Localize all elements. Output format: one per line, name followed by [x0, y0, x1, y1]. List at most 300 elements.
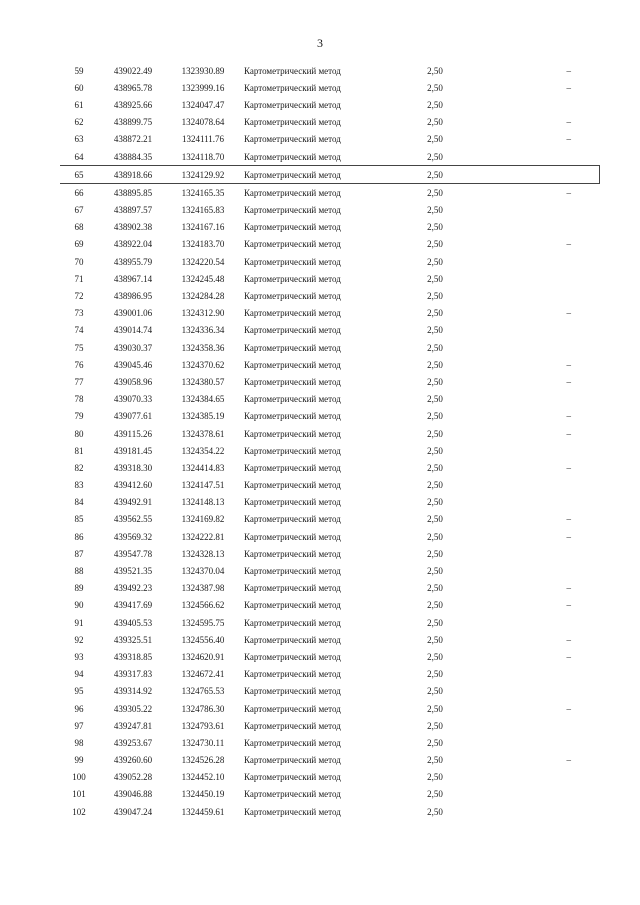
precision-cell: 2,50	[427, 462, 443, 473]
method-cell: Картометрический метод	[244, 325, 341, 336]
coordinate-y: 1324566.62	[181, 600, 225, 611]
coordinate-y: 1324414.83	[181, 462, 225, 473]
note-cell	[466, 769, 599, 786]
precision-cell: 2,50	[427, 772, 443, 783]
point-number: 64	[74, 151, 84, 162]
precision-cell: 2,50	[427, 755, 443, 766]
method-cell: Картометрический метод	[244, 239, 341, 250]
note-cell	[466, 287, 599, 304]
note-cell	[466, 253, 599, 270]
precision-cell: 2,50	[427, 806, 443, 817]
coordinate-x: 439569.32	[113, 531, 153, 542]
point-number: 60	[74, 82, 84, 93]
coordinate-x: 439492.91	[113, 497, 153, 508]
coordinate-y: 1324370.04	[181, 566, 225, 577]
note-cell	[466, 339, 599, 356]
coordinate-x: 439317.83	[113, 669, 153, 680]
precision-cell: 2,50	[427, 600, 443, 611]
note-cell	[466, 683, 599, 700]
coordinate-y: 1324284.28	[181, 291, 225, 302]
method-cell: Картометрический метод	[244, 617, 341, 628]
coordinate-x: 439314.92	[113, 686, 153, 697]
table-row	[60, 270, 599, 287]
coordinate-x: 439562.55	[113, 514, 153, 525]
method-cell: Картометрический метод	[244, 651, 341, 662]
coordinate-x: 438902.38	[113, 222, 153, 233]
point-number: 68	[74, 222, 84, 233]
coordinate-x: 439115.26	[114, 428, 152, 439]
note-cell: –	[566, 82, 571, 93]
note-cell	[466, 322, 599, 339]
coordinate-x: 439046.88	[113, 789, 153, 800]
table-row	[60, 287, 599, 304]
method-cell: Картометрический метод	[244, 205, 341, 216]
coordinate-x: 439247.81	[113, 720, 153, 731]
coordinate-y: 1324378.61	[181, 428, 225, 439]
coordinate-y: 1324147.51	[181, 480, 225, 491]
note-cell	[466, 717, 599, 734]
coordinate-y: 1324222.81	[181, 531, 225, 542]
coordinate-x: 438965.78	[113, 82, 153, 93]
table-row	[60, 752, 599, 769]
precision-cell: 2,50	[427, 583, 443, 594]
table-row	[60, 769, 599, 786]
table-row	[60, 62, 599, 79]
coordinate-y: 1324380.57	[181, 376, 225, 387]
note-cell: –	[566, 134, 571, 145]
coordinate-y: 1323930.89	[181, 65, 225, 76]
coordinates-table	[60, 62, 600, 820]
coordinate-y: 1324450.19	[181, 789, 225, 800]
note-cell	[466, 202, 599, 219]
table-row	[60, 305, 599, 322]
coordinates-table-body	[60, 62, 599, 820]
method-cell: Картометрический метод	[244, 99, 341, 110]
table-row	[60, 408, 599, 425]
coordinate-x: 439077.61	[113, 411, 153, 422]
table-row	[60, 580, 599, 597]
note-cell: –	[566, 411, 571, 422]
precision-cell: 2,50	[427, 514, 443, 525]
precision-cell: 2,50	[427, 325, 443, 336]
coordinate-x: 438899.75	[113, 117, 153, 128]
method-cell: Картометрический метод	[244, 703, 341, 714]
coordinate-y: 1324354.22	[181, 445, 225, 456]
coordinate-y: 1324595.75	[181, 617, 225, 628]
note-cell: –	[566, 703, 571, 714]
method-cell: Картометрический метод	[244, 583, 341, 594]
note-cell: –	[566, 187, 571, 198]
note-cell	[466, 666, 599, 683]
table-row	[60, 442, 599, 459]
point-number: 87	[74, 548, 84, 559]
note-cell	[466, 442, 599, 459]
point-number: 102	[72, 806, 86, 817]
coordinate-x: 439260.60	[113, 755, 153, 766]
method-cell: Картометрический метод	[244, 514, 341, 525]
point-number: 93	[74, 651, 84, 662]
note-cell	[466, 494, 599, 511]
method-cell: Картометрический метод	[244, 686, 341, 697]
method-cell: Картометрический метод	[244, 566, 341, 577]
coordinate-x: 438955.79	[113, 256, 153, 267]
coordinate-x: 439547.78	[113, 548, 153, 559]
method-cell: Картометрический метод	[244, 151, 341, 162]
table-row	[60, 494, 599, 511]
precision-cell: 2,50	[427, 134, 443, 145]
precision-cell: 2,50	[427, 239, 443, 250]
method-cell: Картометрический метод	[244, 134, 341, 145]
table-row	[60, 477, 599, 494]
note-cell	[466, 477, 599, 494]
coordinate-y: 1324387.98	[181, 583, 225, 594]
coordinate-x: 439417.69	[113, 600, 153, 611]
point-number: 97	[74, 720, 84, 731]
point-number: 92	[74, 634, 84, 645]
coordinate-y: 1324167.16	[181, 222, 225, 233]
method-cell: Картометрический метод	[244, 394, 341, 405]
coordinate-y: 1324526.28	[181, 755, 225, 766]
coordinate-x: 439058.96	[113, 376, 153, 387]
coordinate-y: 1324385.19	[181, 411, 225, 422]
table-row	[60, 166, 599, 184]
table-row	[60, 717, 599, 734]
point-number: 67	[74, 205, 84, 216]
coordinate-y: 1324765.53	[181, 686, 225, 697]
precision-cell: 2,50	[427, 531, 443, 542]
table-row	[60, 511, 599, 528]
point-number: 80	[74, 428, 84, 439]
coordinate-x: 439325.51	[113, 634, 153, 645]
coordinate-y: 1324078.64	[181, 117, 225, 128]
note-cell: –	[566, 462, 571, 473]
note-cell: –	[566, 376, 571, 387]
table-row	[60, 700, 599, 717]
point-number: 85	[74, 514, 84, 525]
point-number: 66	[74, 187, 84, 198]
note-cell	[466, 803, 599, 820]
method-cell: Картометрический метод	[244, 531, 341, 542]
precision-cell: 2,50	[427, 65, 443, 76]
precision-cell: 2,50	[427, 669, 443, 680]
precision-cell: 2,50	[427, 634, 443, 645]
method-cell: Картометрический метод	[244, 720, 341, 731]
coordinate-x: 439492.23	[113, 583, 153, 594]
coordinate-x: 438986.95	[113, 291, 153, 302]
table-row	[60, 683, 599, 700]
note-cell	[466, 614, 599, 631]
point-number: 86	[74, 531, 84, 542]
precision-cell: 2,50	[427, 205, 443, 216]
precision-cell: 2,50	[427, 342, 443, 353]
method-cell: Картометрический метод	[244, 480, 341, 491]
coordinate-x: 438895.85	[113, 187, 153, 198]
coordinate-x: 439253.67	[113, 737, 153, 748]
method-cell: Картометрический метод	[244, 428, 341, 439]
table-row	[60, 356, 599, 373]
precision-cell: 2,50	[427, 222, 443, 233]
coordinate-x: 439001.06	[113, 308, 153, 319]
precision-cell: 2,50	[427, 548, 443, 559]
coordinate-y: 1324336.34	[181, 325, 225, 336]
coordinate-x: 439030.37	[113, 342, 153, 353]
coordinate-y: 1324169.82	[181, 514, 225, 525]
point-number: 59	[74, 65, 84, 76]
note-cell	[466, 270, 599, 287]
point-number: 70	[74, 256, 84, 267]
coordinate-y: 1323999.16	[181, 82, 225, 93]
table-row	[60, 184, 599, 202]
note-cell: –	[566, 600, 571, 611]
coordinate-y: 1324730.11	[181, 737, 225, 748]
coordinate-y: 1324452.10	[181, 772, 225, 783]
coordinate-x: 439052.28	[113, 772, 153, 783]
precision-cell: 2,50	[427, 99, 443, 110]
table-row	[60, 803, 599, 820]
coordinate-y: 1324047.47	[181, 99, 225, 110]
point-number: 96	[74, 703, 84, 714]
precision-cell: 2,50	[427, 291, 443, 302]
coordinate-x: 439405.53	[113, 617, 153, 628]
method-cell: Картометрический метод	[244, 772, 341, 783]
table-row	[60, 391, 599, 408]
note-cell	[466, 562, 599, 579]
note-cell: –	[566, 428, 571, 439]
coordinate-y: 1324220.54	[181, 256, 225, 267]
point-number: 61	[74, 99, 84, 110]
coordinate-y: 1324358.36	[181, 342, 225, 353]
coordinate-x: 438925.66	[113, 99, 153, 110]
coordinate-x: 438922.04	[113, 239, 153, 250]
method-cell: Картометрический метод	[244, 187, 341, 198]
table-row	[60, 131, 599, 148]
table-row	[60, 236, 599, 253]
point-number: 69	[74, 239, 84, 250]
table-row	[60, 631, 599, 648]
method-cell: Картометрический метод	[244, 548, 341, 559]
method-cell: Картометрический метод	[244, 82, 341, 93]
precision-cell: 2,50	[427, 187, 443, 198]
note-cell: –	[566, 651, 571, 662]
table-row	[60, 597, 599, 614]
coordinate-x: 439047.24	[113, 806, 153, 817]
precision-cell: 2,50	[427, 617, 443, 628]
coordinate-y: 1324384.65	[181, 394, 225, 405]
method-cell: Картометрический метод	[244, 117, 341, 128]
point-number: 78	[74, 394, 84, 405]
point-number: 73	[74, 308, 84, 319]
note-cell: –	[566, 755, 571, 766]
note-cell	[466, 545, 599, 562]
point-number: 65	[60, 166, 98, 184]
precision-cell: 2,50	[427, 82, 443, 93]
precision-cell: 2,50	[427, 789, 443, 800]
method-cell: Картометрический метод	[244, 411, 341, 422]
note-cell: –	[566, 117, 571, 128]
note-cell: –	[566, 531, 571, 542]
precision-cell: 2,50	[427, 394, 443, 405]
coordinate-y: 1324786.30	[181, 703, 225, 714]
method-cell: Картометрический метод	[244, 806, 341, 817]
coordinate-x: 439070.33	[113, 394, 153, 405]
note-cell: –	[566, 65, 571, 76]
method-cell: Картометрический метод	[244, 445, 341, 456]
note-cell: –	[566, 634, 571, 645]
coordinate-x: 439181.45	[113, 445, 153, 456]
method-cell: Картометрический метод	[244, 291, 341, 302]
method-cell: Картометрический метод	[244, 497, 341, 508]
table-row	[60, 322, 599, 339]
precision-cell: 2,50	[427, 651, 443, 662]
table-row	[60, 202, 599, 219]
point-number: 75	[74, 342, 84, 353]
coordinate-x: 438897.57	[113, 205, 153, 216]
precision-cell: 2,50	[427, 445, 443, 456]
point-number: 81	[74, 445, 84, 456]
table-row	[60, 666, 599, 683]
point-number: 91	[74, 617, 84, 628]
point-number: 82	[74, 462, 84, 473]
precision-cell: 2,50	[427, 480, 443, 491]
precision-cell: 2,50	[427, 411, 443, 422]
coordinate-y: 1324165.35	[181, 187, 225, 198]
coordinate-x: 439022.49	[113, 65, 153, 76]
method-cell: Картометрический метод	[244, 222, 341, 233]
table-row	[60, 79, 599, 96]
method-cell: Картометрический метод	[244, 600, 341, 611]
note-cell: –	[566, 359, 571, 370]
point-number: 101	[72, 789, 86, 800]
point-number: 89	[74, 583, 84, 594]
coordinate-x: 439045.46	[113, 359, 153, 370]
note-cell	[466, 219, 599, 236]
note-cell	[466, 734, 599, 751]
note-cell	[466, 166, 599, 184]
method-cell: Картометрический метод	[244, 755, 341, 766]
table-row	[60, 373, 599, 390]
precision-cell: 2,50	[427, 308, 443, 319]
method-cell: Картометрический метод	[244, 376, 341, 387]
precision-cell: 2,50	[427, 151, 443, 162]
precision-cell: 2,50	[427, 376, 443, 387]
coordinate-y: 1324183.70	[181, 239, 225, 250]
table-row	[60, 562, 599, 579]
coordinate-y: 1324118.70	[181, 151, 225, 162]
note-cell	[466, 96, 599, 113]
coordinate-y: 1324129.92	[168, 166, 238, 184]
point-number: 100	[72, 772, 86, 783]
coordinate-y: 1324793.61	[181, 720, 225, 731]
point-number: 90	[74, 600, 84, 611]
note-cell: –	[566, 514, 571, 525]
method-cell: Картометрический метод	[244, 65, 341, 76]
method-cell: Картометрический метод	[238, 166, 404, 184]
table-row	[60, 459, 599, 476]
coordinate-y: 1324312.90	[181, 308, 225, 319]
coordinate-y: 1324620.91	[181, 651, 225, 662]
point-number: 94	[74, 669, 84, 680]
precision-cell: 2,50	[427, 703, 443, 714]
point-number: 79	[74, 411, 84, 422]
table-row	[60, 734, 599, 751]
precision-cell: 2,50	[427, 428, 443, 439]
note-cell	[466, 786, 599, 803]
method-cell: Картометрический метод	[244, 308, 341, 319]
coordinate-y: 1324148.13	[181, 497, 225, 508]
table-row	[60, 545, 599, 562]
coordinate-x: 438918.66	[98, 166, 168, 184]
method-cell: Картометрический метод	[244, 789, 341, 800]
point-number: 95	[74, 686, 84, 697]
method-cell: Картометрический метод	[244, 256, 341, 267]
point-number: 63	[74, 134, 84, 145]
method-cell: Картометрический метод	[244, 462, 341, 473]
point-number: 83	[74, 480, 84, 491]
point-number: 76	[74, 359, 84, 370]
point-number: 72	[74, 291, 84, 302]
precision-cell: 2,50	[427, 686, 443, 697]
point-number: 62	[74, 117, 84, 128]
coordinate-x: 439318.30	[113, 462, 153, 473]
coordinate-y: 1324459.61	[181, 806, 225, 817]
precision-cell: 2,50	[427, 117, 443, 128]
table-row	[60, 528, 599, 545]
table-row	[60, 786, 599, 803]
coordinate-y: 1324111.76	[181, 134, 225, 145]
precision-cell: 2,50	[427, 359, 443, 370]
table-row	[60, 148, 599, 166]
precision-cell: 2,50	[427, 737, 443, 748]
coordinate-x: 439305.22	[113, 703, 153, 714]
precision-cell: 2,50	[427, 273, 443, 284]
method-cell: Картометрический метод	[244, 359, 341, 370]
coordinate-x: 438884.35	[113, 151, 153, 162]
coordinate-x: 438872.21	[113, 134, 153, 145]
precision-cell: 2,50	[427, 497, 443, 508]
point-number: 74	[74, 325, 84, 336]
coordinate-y: 1324165.83	[181, 205, 225, 216]
method-cell: Картометрический метод	[244, 342, 341, 353]
table-row	[60, 219, 599, 236]
coordinate-y: 1324556.40	[181, 634, 225, 645]
coordinate-x: 438967.14	[113, 273, 153, 284]
table-row	[60, 96, 599, 113]
coordinate-y: 1324245.48	[181, 273, 225, 284]
table-row	[60, 614, 599, 631]
table-row	[60, 339, 599, 356]
point-number: 84	[74, 497, 84, 508]
page-number: 3	[317, 36, 323, 50]
coordinate-y: 1324672.41	[181, 669, 225, 680]
note-cell: –	[566, 239, 571, 250]
table-row	[60, 253, 599, 270]
coordinate-x: 439412.60	[113, 480, 153, 491]
precision-cell: 2,50	[427, 256, 443, 267]
coordinate-y: 1324370.62	[181, 359, 225, 370]
table-row	[60, 425, 599, 442]
point-number: 99	[74, 755, 84, 766]
coordinate-y: 1324328.13	[181, 548, 225, 559]
note-cell	[466, 148, 599, 166]
method-cell: Картометрический метод	[244, 669, 341, 680]
point-number: 71	[74, 273, 84, 284]
note-cell	[466, 391, 599, 408]
note-cell: –	[566, 583, 571, 594]
coordinate-x: 439521.35	[113, 566, 153, 577]
precision-cell: 2,50	[404, 166, 466, 184]
precision-cell: 2,50	[427, 720, 443, 731]
note-cell: –	[566, 308, 571, 319]
